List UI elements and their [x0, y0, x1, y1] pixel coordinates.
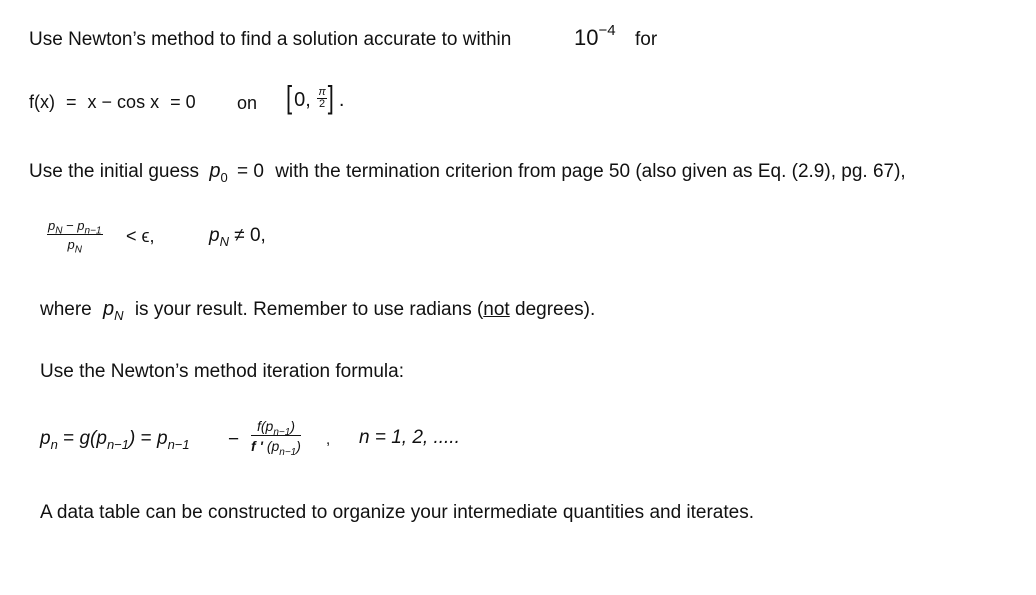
newton-num-sub: n−1	[273, 426, 291, 438]
where-after: degrees).	[515, 299, 596, 320]
criterion-den-p: p	[67, 237, 75, 252]
pi-numerator: π	[318, 86, 326, 99]
iteration-intro-text: Use the Newton’s method iteration formula:	[40, 361, 404, 382]
tolerance-base: 10	[574, 25, 599, 50]
interval	[286, 79, 345, 116]
criterion-num-pN: p	[48, 218, 56, 233]
newton-fraction	[251, 418, 301, 458]
criterion-num-minus: −	[62, 218, 78, 233]
function-eq-zero: = 0	[170, 92, 196, 112]
function-definition	[29, 93, 196, 111]
pi-over-two	[317, 87, 326, 110]
formula-comma-text: ,	[326, 431, 331, 448]
function-expr: x − cos x	[87, 92, 160, 112]
tolerance	[574, 21, 616, 50]
newton-num-close: )	[290, 418, 295, 434]
criterion-num-n1: n−1	[84, 225, 102, 237]
formula-eq1: =	[57, 428, 80, 449]
where-line	[40, 298, 596, 323]
initial-guess-before: Use the initial guess	[29, 161, 200, 182]
formula-pn: p	[40, 428, 51, 449]
where-before: where	[40, 299, 92, 320]
two-denominator: 2	[319, 98, 326, 111]
closing-text: A data table can be constructed to organize your intermediate quantities and iterates.	[40, 502, 755, 523]
initial-guess-p-letter: p	[209, 160, 221, 182]
where-pN	[103, 298, 124, 323]
criterion-neq: ≠ 0,	[234, 225, 266, 246]
newton-den-p: (p	[266, 438, 280, 454]
criterion-num-N: N	[55, 225, 63, 237]
interval-open: [	[286, 79, 293, 116]
initial-guess-p-sub: 0	[220, 170, 228, 185]
newton-den-sub: n−1	[279, 446, 297, 458]
intro-line	[29, 30, 511, 49]
initial-guess-eq: = 0	[236, 161, 264, 182]
formula-comma	[326, 432, 330, 447]
initial-guess-after: with the termination criterion from page 50 (also given as Eq. (2.9), pg. 67),	[275, 161, 906, 182]
initial-guess-p	[209, 160, 228, 185]
formula-eq2: =	[135, 428, 157, 449]
on-word	[237, 94, 257, 112]
criterion-fraction	[47, 218, 103, 256]
where-not: not	[483, 299, 510, 320]
criterion-denominator	[47, 235, 103, 256]
formula-g-close: )	[129, 428, 136, 449]
intro-text: Use Newton’s method to find a solution accurate to within	[29, 29, 512, 50]
where-p: p	[103, 298, 115, 320]
formula-minus	[228, 430, 239, 449]
formula-n-range-text: n = 1, 2, .....	[359, 427, 460, 448]
criterion-num-pn1: p	[77, 218, 85, 233]
criterion-less-than	[126, 227, 154, 245]
criterion-pN-p: p	[209, 225, 220, 246]
newton-num-f: f(p	[257, 418, 274, 434]
newton-numerator	[251, 418, 301, 436]
intro-tail	[635, 30, 657, 49]
tolerance-exponent: −4	[598, 21, 616, 39]
interval-left: 0,	[294, 89, 311, 111]
criterion-nonzero	[209, 225, 266, 249]
formula-n-range	[359, 428, 460, 447]
formula-g: g(p	[79, 428, 107, 449]
formula-minus-text: −	[228, 429, 240, 450]
function-eq: =	[66, 92, 77, 112]
formula-n: n	[50, 436, 58, 452]
criterion-numerator	[47, 218, 103, 235]
newton-den-close: )	[296, 438, 301, 454]
newton-formula-left	[40, 428, 190, 452]
intro-tail-text: for	[635, 29, 658, 50]
criterion-den-N: N	[74, 244, 82, 256]
interval-close: ]	[327, 79, 334, 116]
criterion-pN-sub: N	[219, 233, 229, 249]
where-sub: N	[114, 308, 124, 323]
initial-guess-line	[29, 160, 906, 185]
on-text: on	[237, 93, 258, 113]
formula-p-sub: n−1	[167, 436, 190, 452]
formula-p: p	[156, 428, 168, 449]
closing-line	[40, 503, 754, 522]
criterion-lt-text: < ϵ,	[126, 226, 155, 246]
newton-denominator	[251, 436, 301, 458]
iteration-intro	[40, 362, 404, 381]
formula-g-sub: n−1	[106, 436, 129, 452]
newton-den-f: f '	[251, 438, 263, 454]
function-f: f(x)	[29, 92, 55, 112]
interval-period: .	[338, 89, 345, 111]
where-middle: is your result. Remember to use radians (	[134, 299, 484, 320]
